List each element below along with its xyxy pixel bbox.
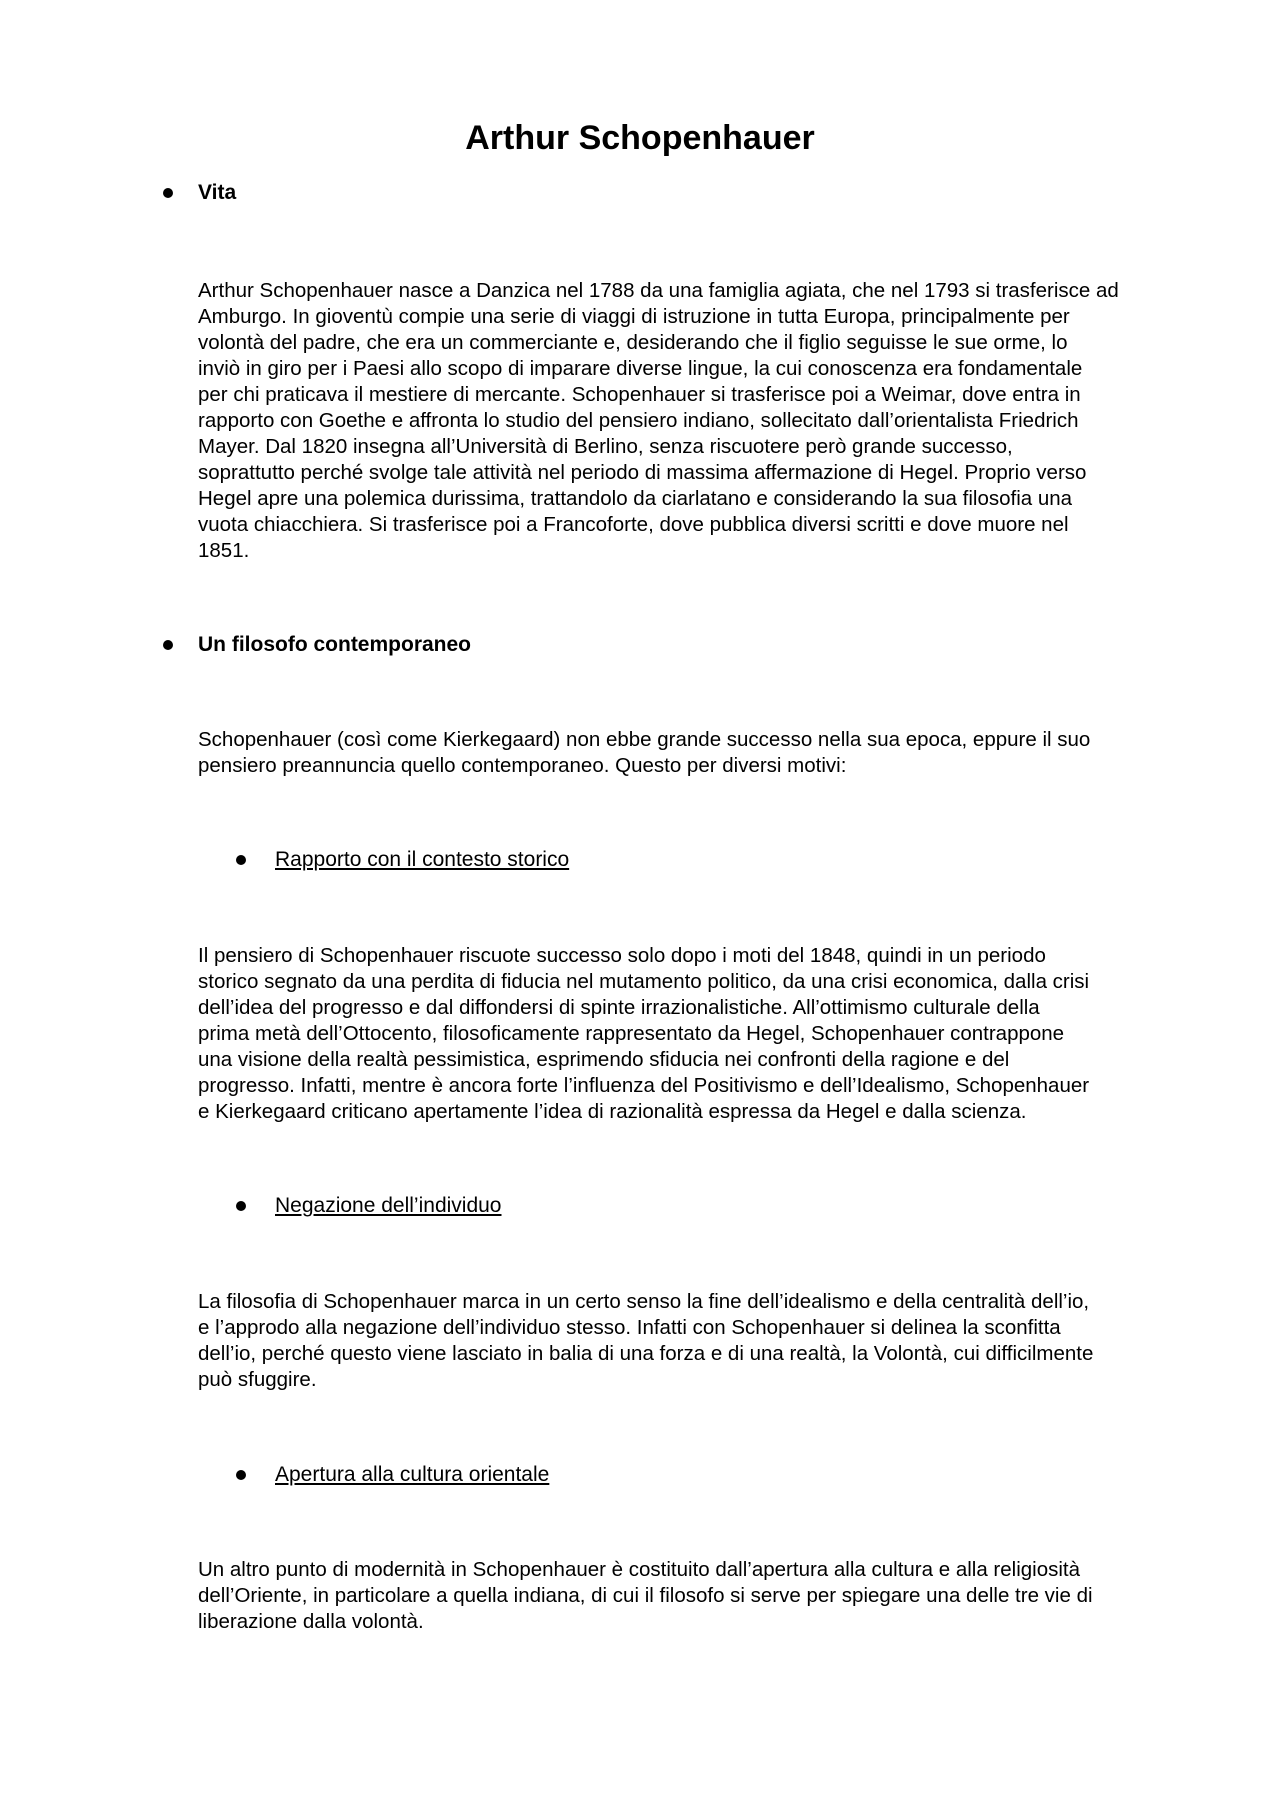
text-line: Un altro punto di modernità in Schopenhauer è costituito dall’apertura alla cultura e alla religiosità bbox=[198, 1558, 1081, 1581]
paragraph-contemporaneo-intro bbox=[198, 727, 1168, 779]
bullet-icon bbox=[236, 1470, 246, 1480]
text-line: vuota chiacchiera. Si trasferisce poi a Francoforte, dove pubblica diversi scritti e dove muore nel bbox=[198, 513, 1069, 536]
text-line: prima metà dell’Ottocento, filosoficamente rappresentato da Hegel, Schopenhauer contrappone bbox=[198, 1022, 1065, 1045]
text-line: storico segnato da una perdita di fiducia nel mutamento politico, da una crisi economica, dalla crisi bbox=[198, 970, 1090, 993]
bullet-icon bbox=[236, 1201, 246, 1211]
text-line: Amburgo. In gioventù compie una serie di viaggi di istruzione in tutta Europa, principalmente per bbox=[198, 305, 1070, 328]
document-title: Arthur Schopenhauer bbox=[465, 119, 815, 157]
text-line: per chi praticava il mestiere di mercante. Schopenhauer si trasferisce poi a Weimar, dove entra in bbox=[198, 383, 1081, 406]
subsection-heading-cultura-orientale: Apertura alla cultura orientale bbox=[275, 1463, 550, 1486]
text-line: liberazione dalla volontà. bbox=[198, 1610, 424, 1633]
text-line: dell’io, perché questo viene lasciato in balia di una forza e di una realtà, la Volontà, cui difficilmente bbox=[198, 1342, 1094, 1365]
text-line: Hegel apre una polemica durissima, trattandolo da ciarlatano e considerando la sua filosofia una bbox=[198, 487, 1073, 510]
paragraph-negazione-individuo bbox=[198, 1289, 1168, 1393]
text-line: inviò in giro per i Paesi allo scopo di imparare diverse lingue, la cui conoscenza era fondamentale bbox=[198, 357, 1083, 380]
text-line: Mayer. Dal 1820 insegna all’Università di Berlino, senza riscuotere però grande successo, bbox=[198, 435, 1013, 458]
text-line: Schopenhauer (così come Kierkegaard) non ebbe grande successo nella sua epoca, eppure il suo bbox=[198, 728, 1091, 751]
bullet-icon bbox=[236, 855, 246, 865]
bullet-icon bbox=[163, 188, 173, 198]
text-line: e Kierkegaard criticano apertamente l’idea di razionalità espressa da Hegel e dalla scienza. bbox=[198, 1100, 1027, 1123]
text-line: La filosofia di Schopenhauer marca in un certo senso la fine dell’idealismo e della centralità dell’io, bbox=[198, 1290, 1090, 1313]
text-line: può sfuggire. bbox=[198, 1368, 317, 1391]
subsection-heading-contesto-storico: Rapporto con il contesto storico bbox=[275, 848, 570, 871]
text-line: rapporto con Goethe e affronta lo studio del pensiero indiano, sollecitato dall’orientalista Friedrich bbox=[198, 409, 1079, 432]
text-line: dell’idea del progresso e dal diffondersi di spinte irrazionalistiche. All’ottimismo culturale della bbox=[198, 996, 1040, 1019]
text-line: soprattutto perché svolge tale attività nel periodo di massima affermazione di Hegel. Proprio verso bbox=[198, 461, 1087, 484]
paragraph-contesto-storico bbox=[198, 943, 1168, 1125]
text-line: dell’Oriente, in particolare a quella indiana, di cui il filosofo si serve per spiegare una delle tre vie di bbox=[198, 1584, 1093, 1607]
text-line: una visione della realtà pessimistica, esprimendo sfiducia nei confronti della ragione e del bbox=[198, 1048, 1010, 1071]
paragraph-vita bbox=[198, 278, 1168, 564]
text-line: e l’approdo alla negazione dell’individuo stesso. Infatti con Schopenhauer si delinea la sconfitta bbox=[198, 1316, 1061, 1339]
text-line: volontà del padre, che era un commerciante e, desiderando che il figlio seguisse le sue orme, lo bbox=[198, 331, 1068, 354]
text-line: Arthur Schopenhauer nasce a Danzica nel 1788 da una famiglia agiata, che nel 1793 si trasferisce ad bbox=[198, 279, 1119, 302]
text-line: 1851. bbox=[198, 539, 250, 562]
text-line: pensiero preannuncia quello contemporaneo. Questo per diversi motivi: bbox=[198, 754, 847, 777]
section-heading-contemporaneo: Un filosofo contemporaneo bbox=[198, 633, 471, 656]
text-line: Il pensiero di Schopenhauer riscuote successo solo dopo i moti del 1848, quindi in un periodo bbox=[198, 944, 1046, 967]
text-line: progresso. Infatti, mentre è ancora forte l’influenza del Positivismo e dell’Idealismo, Schopenhauer bbox=[198, 1074, 1090, 1097]
subsection-heading-negazione-individuo: Negazione dell’individuo bbox=[275, 1194, 502, 1217]
section-heading-vita: Vita bbox=[198, 181, 237, 204]
bullet-icon bbox=[163, 640, 173, 650]
paragraph-cultura-orientale bbox=[198, 1557, 1168, 1635]
